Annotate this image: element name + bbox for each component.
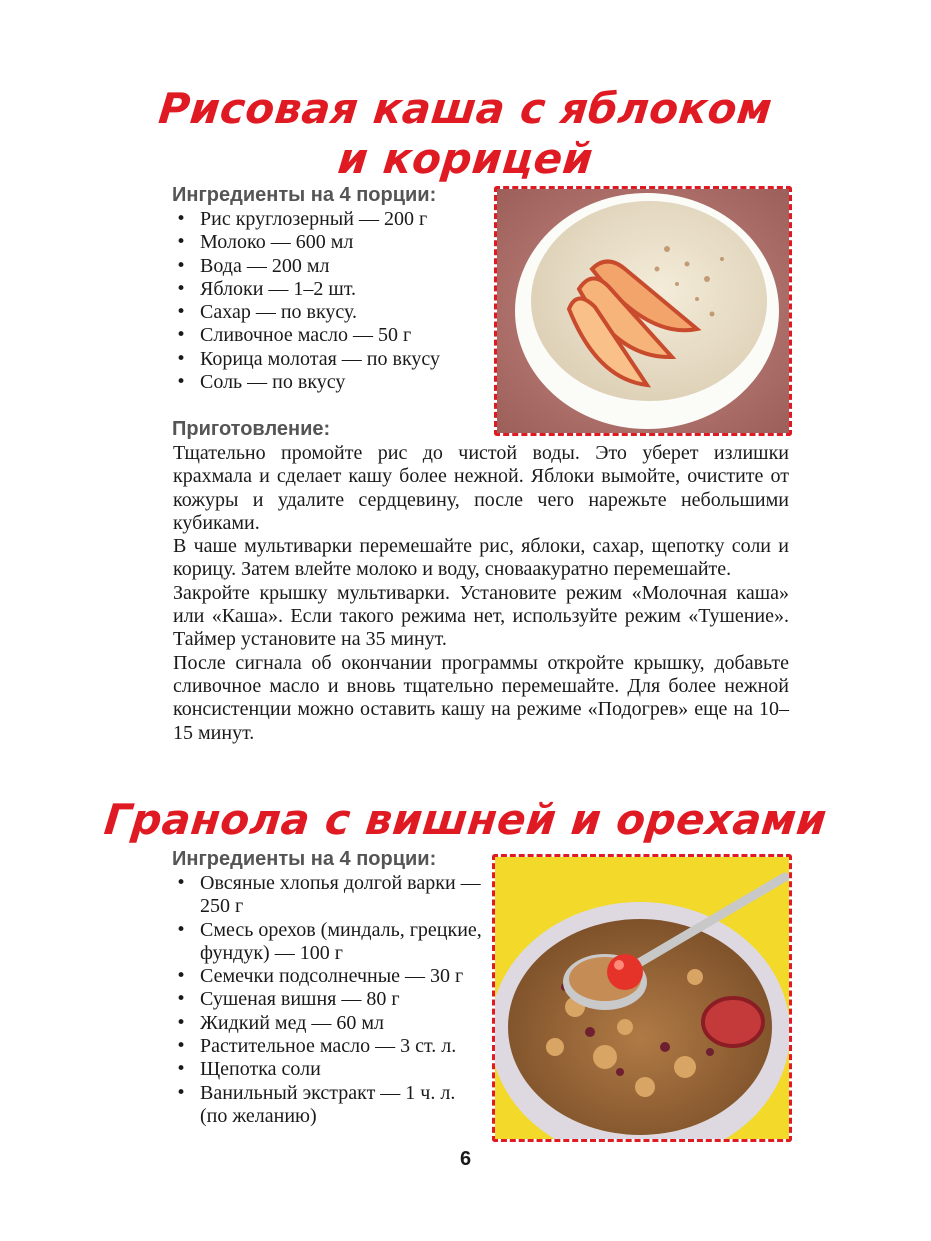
ingredient-item: • Рис круглозерный — 200 г: [172, 208, 492, 231]
ingredient-item: • Смесь орехов (миндаль, грецкие, фундук) — 100 г: [172, 919, 482, 966]
preparation-paragraph: Тщательно промойте рис до чистой воды. Это уберет излишки крахмала и сделает кашу более нежной. Яблоки вымойте, очистите от кожуры и удалите сердцевину, после чего нарежьте небольшими кубиками.: [173, 442, 789, 534]
ingredient-item: • Щепотка соли: [172, 1058, 482, 1081]
preparation-paragraph: Закройте крышку мультиварки. Установите режим «Молочная каша» или «Каша». Если такого режима нет, используйте режим «Тушение». Таймер установите на 35 минут.: [173, 581, 789, 651]
recipe1-preparation-heading: Приготовление:: [172, 418, 331, 440]
ingredient-item: • Вода — 200 мл: [172, 255, 492, 278]
ingredient-item: • Яблоки — 1–2 шт.: [172, 278, 492, 301]
ingredient-item: • Жидкий мед — 60 мл: [172, 1012, 482, 1035]
recipe2-ingredients-heading: Ингредиенты на 4 порции:: [172, 848, 437, 870]
ingredient-item: • Молоко — 600 мл: [172, 231, 492, 254]
granola-photo: [492, 854, 792, 1142]
ingredient-item: • Сахар — по вкусу.: [172, 301, 492, 324]
ingredient-item: • Семечки подсолнечные — 30 г: [172, 965, 482, 988]
rice-porridge-photo: [494, 186, 792, 436]
preparation-paragraph: В чаше мультиварки перемешайте рис, яблоки, сахар, щепотку соли и корицу. Затем влейте молоко и воду, сноваакуратно перемешайте.: [173, 535, 789, 581]
recipe2-title: Гранола с вишней и орехами: [101, 795, 830, 844]
recipe1-preparation: [173, 442, 789, 745]
ingredient-item: • Сливочное масло — 50 г: [172, 324, 492, 347]
ingredient-item: • Корица молотая — по вкусу: [172, 348, 492, 371]
preparation-paragraph: После сигнала об окончании программы откройте крышку, добавьте сливочное масло и вновь тщательно перемешайте. Для более нежной консистенции можно оставить кашу на режиме «Подогрев» еще на 10–15 минут.: [173, 651, 789, 744]
ingredient-item: • Сушеная вишня — 80 г: [172, 988, 482, 1011]
recipe1-ingredients-heading: Ингредиенты на 4 порции:: [172, 184, 437, 206]
recipe2-ingredients-list: [172, 872, 482, 1128]
ingredient-item: • Растительное масло — 3 ст. л.: [172, 1035, 482, 1058]
recipe1-title-line1: Рисовая каша с яблоком: [156, 84, 775, 133]
ingredient-item: • Ванильный экстракт — 1 ч. л. (по желанию): [172, 1082, 482, 1129]
page-number: 6: [459, 1148, 472, 1170]
ingredient-item: • Соль — по вкусу: [172, 371, 492, 394]
recipe1-ingredients-list: [172, 208, 492, 394]
ingredient-item: • Овсяные хлопья долгой варки — 250 г: [172, 872, 482, 919]
recipe1-title-line2: и корицей: [335, 134, 596, 183]
